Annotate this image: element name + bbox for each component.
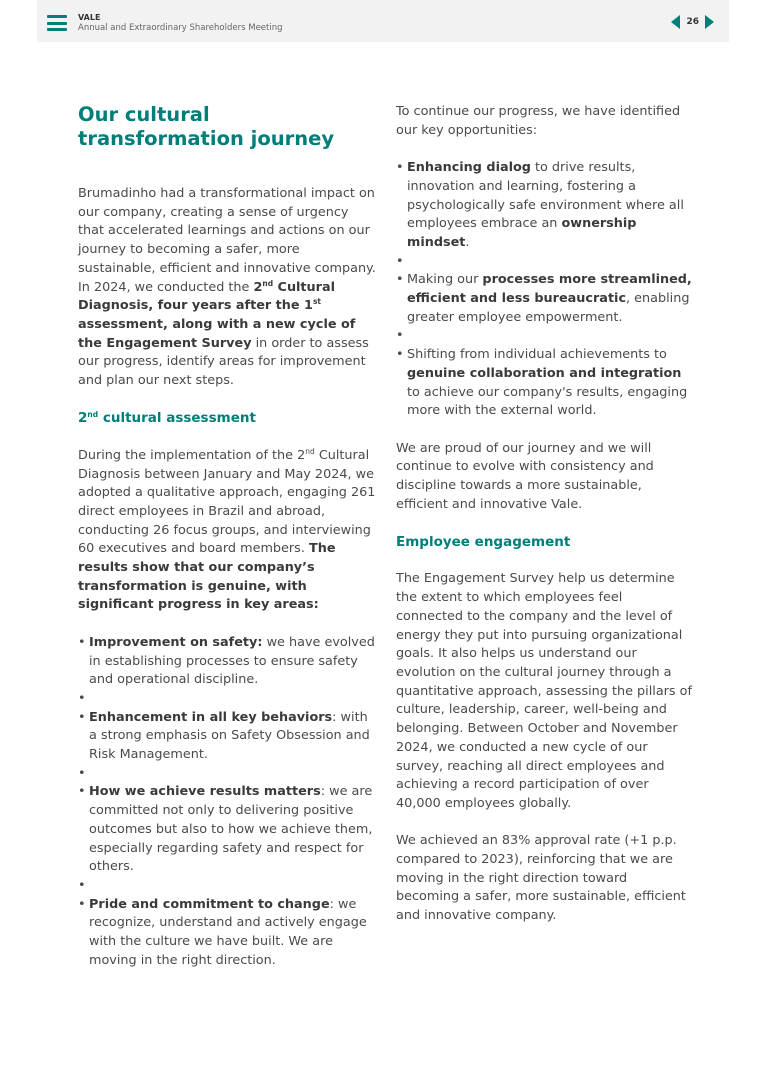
opportunities-intro: To continue our progress, we have identified our key opportunities:: [396, 104, 681, 138]
menu-icon[interactable]: [47, 15, 67, 31]
engagement-paragraph: The Engagement Survey help us determine the extent to which employees feel connected to the company and the level of energy they put into pursuing organizational goals. It also helps us understand our evolution on the cultural journey through a quantitative approach, assessing the pillars of culture, leadership, career, well-being and belonging. Between October and November 2024, we conducted a new cycle of our survey, reaching all direct employees and achieving a record participation of over 40,000 employees globally.: [396, 571, 692, 811]
proud-paragraph: We are proud of our journey and we will continue to evolve with consistency and discipline towards a more sustainable, efficient and innovative Vale.: [396, 440, 654, 512]
list-item: • Enhancement in all key behaviors: with a strong emphasis on Safety Obsession and Risk Management.: [78, 709, 378, 765]
pagination: [671, 14, 714, 30]
page-number: 26: [686, 17, 699, 27]
list-item: • How we achieve results matters: we are committed not only to delivering positive outcomes but also to how we achieve them, especially regarding safety and respect for others.: [78, 783, 378, 877]
list-item: • Pride and commitment to change: we recognize, understand and actively engage with the culture we have built. We are moving in the right direction.: [78, 896, 378, 971]
next-page-icon[interactable]: [705, 15, 714, 29]
opportunities-list: [396, 159, 692, 421]
list-item: • Enhancing dialog to drive results, innovation and learning, fostering a psychologically safe environment where all employees embrace an ownership mindset.: [396, 159, 692, 253]
assessment-paragraph: During the implementation of the 2nd Cultural Diagnosis between January and May 2024, we adopted a qualitative approach, engaging 261 direct employees in Brazil and abroad, conducting 26 focus groups, and interviewing 60 executives and board members. The results show that our company’s transformation is genuine, with significant progress in key areas:: [78, 446, 376, 613]
list-item: • Making our processes more streamlined, efficient and less bureaucratic, enabling greater employee empowerment.: [396, 271, 692, 327]
document-subtitle: Annual and Extraordinary Shareholders Meeting: [78, 23, 283, 33]
intro-paragraph: Brumadinho had a transformational impact on our company, creating a sense of urgency that accelerated learnings and actions on our journey to becoming a safer, more sustainable, efficient and innovative company. In 2024, we conducted the 2nd Cultural Diagnosis, four years after the 1st assessment, along with a new cycle of the Engagement Survey in order to assess our progress, identify areas for improvement and plan our next steps.: [78, 186, 376, 389]
right-column: [396, 103, 692, 926]
left-column: [78, 103, 378, 970]
cultural-assessment-heading: 2nd cultural assessment: [78, 410, 256, 427]
page-title: Our cultural transformation journey: [78, 103, 335, 150]
list-item: • Improvement on safety: we have evolved in establishing processes to ensure safety and operational discipline.: [78, 634, 378, 690]
brand-name: VALE: [78, 13, 101, 22]
list-item: • Shifting from individual achievements to genuine collaboration and integration to achieve our company's results, engaging more with the external world.: [396, 346, 692, 421]
previous-page-icon[interactable]: [671, 15, 680, 29]
header-bar: [37, 0, 729, 42]
employee-engagement-heading: Employee engagement: [396, 534, 571, 551]
approval-paragraph: We achieved an 83% approval rate (+1 p.p. compared to 2023), reinforcing that we are moving in the right direction toward becoming a safer, more sustainable, efficient and innovative company.: [396, 833, 686, 924]
key-areas-list: [78, 634, 378, 971]
